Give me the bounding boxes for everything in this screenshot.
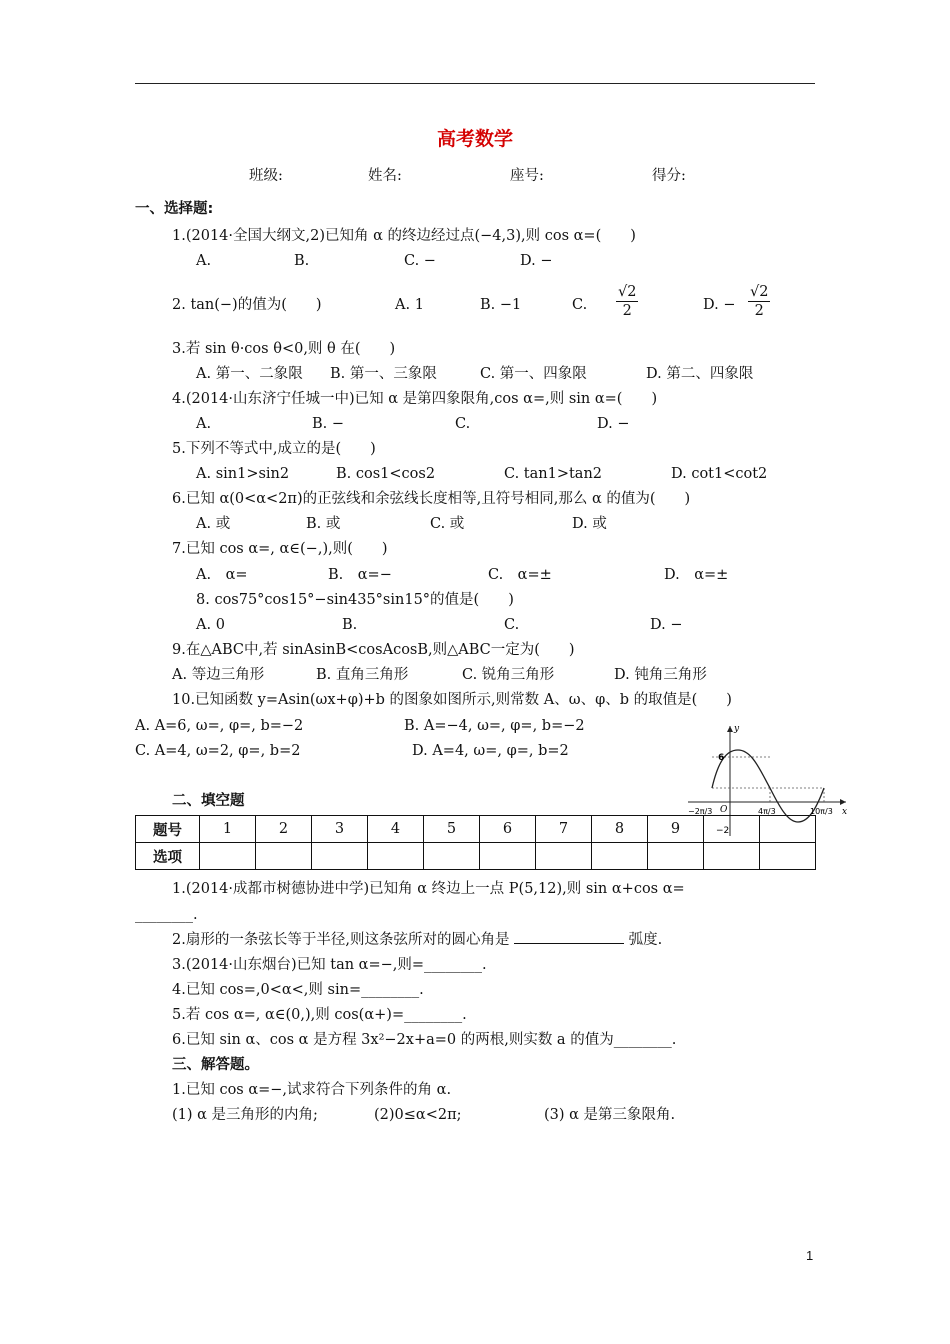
question-5: 5.下列不等式中,成立的是( ) — [172, 441, 376, 457]
fill-question-6: 6.已知 sin α、cos α 是方程 3x²−2x+a=0 的两根,则实数 a 的值为________. — [172, 1032, 677, 1048]
q4-option-d: D. − — [597, 416, 630, 432]
answer-cell[interactable] — [480, 843, 536, 870]
row-label-number: 题号 — [136, 816, 200, 843]
q3-option-b: B. 第一、三象限 — [330, 366, 437, 382]
row-label-answer: 选项 — [136, 843, 200, 870]
table-cell: 7 — [536, 816, 592, 843]
q5-option-c: C. tan1>tan2 — [504, 466, 603, 482]
q1-option-d: D. − — [520, 253, 553, 269]
x-right-label: 10π/3 — [810, 807, 833, 816]
fill-question-5: 5.若 cos α=, α∈(0,),则 cos(α+)=________. — [172, 1007, 467, 1023]
question-1: 1.(2014·全国大纲文,2)已知角 α 的终边经过点(−4,3),则 cos α=( ) — [172, 228, 636, 244]
answer-cell[interactable] — [704, 843, 760, 870]
solve-part-3: (3) α 是第三象限角. — [544, 1107, 676, 1123]
solve-question-1: 1.已知 cos α=−,试求符合下列条件的角 α. — [172, 1082, 452, 1098]
table-cell: 9 — [648, 816, 704, 843]
table-row-numbers — [136, 816, 816, 843]
fill-question-3: 3.(2014·山东烟台)已知 tan α=−,则=________. — [172, 957, 487, 973]
y-axis-arrow — [727, 726, 733, 732]
q3-option-c: C. 第一、四象限 — [480, 366, 587, 382]
q2-option-c: C. — [572, 297, 588, 313]
question-3: 3.若 sin θ·cos θ<0,则 θ 在( ) — [172, 341, 396, 357]
q7-option-d: D. α=± — [664, 567, 729, 583]
x-mid-label: 4π/3 — [758, 807, 776, 816]
answer-cell[interactable] — [424, 843, 480, 870]
q1-option-c: C. − — [404, 253, 436, 269]
name-field: 姓名: — [368, 168, 402, 184]
q9-option-b: B. 直角三角形 — [316, 667, 409, 683]
question-8: 8. cos75°cos15°−sin435°sin15°的值是( ) — [196, 592, 514, 608]
table-cell — [760, 816, 816, 843]
answer-cell[interactable] — [200, 843, 256, 870]
q7-option-a: A. α= — [196, 567, 248, 583]
q7-option-c: C. α=± — [488, 567, 552, 583]
q9-option-c: C. 锐角三角形 — [462, 667, 555, 683]
q8-option-b: B. — [342, 617, 358, 633]
section-solve: 三、解答题。 — [172, 1057, 259, 1073]
answer-cell[interactable] — [592, 843, 648, 870]
class-field: 班级: — [249, 168, 283, 184]
q9-option-a: A. 等边三角形 — [172, 667, 265, 683]
question-7: 7.已知 cos α=, α∈(−,),则( ) — [172, 541, 388, 557]
q2-fraction-d: $\frac{√2}{2}$ — [750, 284, 769, 319]
q10-option-c: C. A=4, ω=2, φ=, b=2 — [135, 743, 301, 759]
x-left-label: −2π/3 — [688, 807, 713, 816]
q6-option-d: D. 或 — [572, 516, 607, 532]
q5-option-d: D. cot1<cot2 — [671, 466, 768, 482]
q2-option-a: A. 1 — [395, 297, 424, 313]
q8-option-d: D. − — [650, 617, 683, 633]
answer-cell[interactable] — [648, 843, 704, 870]
y-max-label: 6 — [718, 753, 725, 763]
answer-cell[interactable] — [368, 843, 424, 870]
y-min-label: −2 — [716, 826, 730, 836]
q4-option-a: A. — [196, 416, 212, 432]
q5-option-b: B. cos1<cos2 — [336, 466, 436, 482]
header-rule — [135, 83, 815, 84]
q7-option-b: B. α=− — [328, 567, 392, 583]
q4-option-c: C. — [455, 416, 471, 432]
q1-option-a: A. — [196, 253, 212, 269]
fill-question-1: 1.(2014·成都市树德协进中学)已知角 α 终边上一点 P(5,12),则 sin α+cos α= — [172, 881, 685, 897]
solve-part-2: (2)0≤α<2π; — [374, 1107, 462, 1123]
table-cell: 6 — [480, 816, 536, 843]
page-number: 1 — [806, 1248, 814, 1263]
table-cell: 2 — [256, 816, 312, 843]
origin-label: O — [720, 805, 728, 815]
q2-option-d: D. − — [703, 297, 736, 313]
answer-cell[interactable] — [536, 843, 592, 870]
q6-option-a: A. 或 — [196, 516, 231, 532]
y-label: y — [734, 724, 740, 734]
q10-option-a: A. A=6, ω=, φ=, b=−2 — [135, 718, 304, 734]
solve-part-1: (1) α 是三角形的内角; — [172, 1107, 318, 1123]
q2-fraction-c: $\frac{√2}{2}$ — [618, 284, 637, 319]
question-4: 4.(2014·山东济宁任城一中)已知 α 是第四象限角,cos α=,则 sin α=( ) — [172, 391, 658, 407]
q10-option-d: D. A=4, ω=, φ=, b=2 — [412, 743, 569, 759]
page-title: 高考数学 — [436, 128, 513, 150]
answer-table — [135, 815, 816, 870]
q3-option-a: A. 第一、二象限 — [196, 366, 303, 382]
table-cell: 3 — [312, 816, 368, 843]
fill-blank[interactable] — [514, 930, 624, 944]
question-10: 10.已知函数 y=Asin(ωx+φ)+b 的图象如图所示,则常数 A、ω、φ、b 的取值是( ) — [172, 692, 732, 708]
answer-cell[interactable] — [256, 843, 312, 870]
q3-option-d: D. 第二、四象限 — [646, 366, 754, 382]
answer-cell[interactable] — [312, 843, 368, 870]
x-axis-arrow — [840, 799, 846, 805]
q6-option-c: C. 或 — [430, 516, 465, 532]
q9-option-d: D. 钝角三角形 — [614, 667, 707, 683]
x-label: x — [842, 807, 848, 817]
table-cell: 5 — [424, 816, 480, 843]
q2-option-b: B. −1 — [480, 297, 522, 313]
table-cell: 4 — [368, 816, 424, 843]
section-fill: 二、填空题 — [172, 793, 245, 809]
question-2: 2. tan(−)的值为( ) — [172, 297, 322, 313]
question-9: 9.在△ABC中,若 sinAsinB<cosAcosB,则△ABC一定为( ) — [172, 642, 575, 658]
fill-question-1-blank: ________. — [135, 907, 198, 923]
fill-question-2: 2.扇形的一条弦长等于半径,则这条弦所对的圆心角是 弧度. — [172, 932, 663, 948]
table-row-answers — [136, 843, 816, 870]
q6-option-b: B. 或 — [306, 516, 341, 532]
seat-field: 座号: — [510, 168, 544, 184]
answer-cell[interactable] — [760, 843, 816, 870]
q5-option-a: A. sin1>sin2 — [196, 466, 290, 482]
q8-option-c: C. — [504, 617, 520, 633]
q1-option-b: B. — [294, 253, 310, 269]
fill-question-4: 4.已知 cos=,0<α<,则 sin=________. — [172, 982, 424, 998]
table-cell — [704, 816, 760, 843]
section-choice: 一、选择题: — [135, 201, 214, 217]
q4-option-b: B. − — [312, 416, 345, 432]
score-field: 得分: — [652, 168, 686, 184]
q10-option-b: B. A=−4, ω=, φ=, b=−2 — [404, 718, 585, 734]
q8-option-a: A. 0 — [196, 617, 225, 633]
table-cell: 1 — [200, 816, 256, 843]
question-6: 6.已知 α(0<α<2π)的正弦线和余弦线长度相等,且符号相同,那么 α 的值为( ) — [172, 491, 691, 507]
table-cell: 8 — [592, 816, 648, 843]
